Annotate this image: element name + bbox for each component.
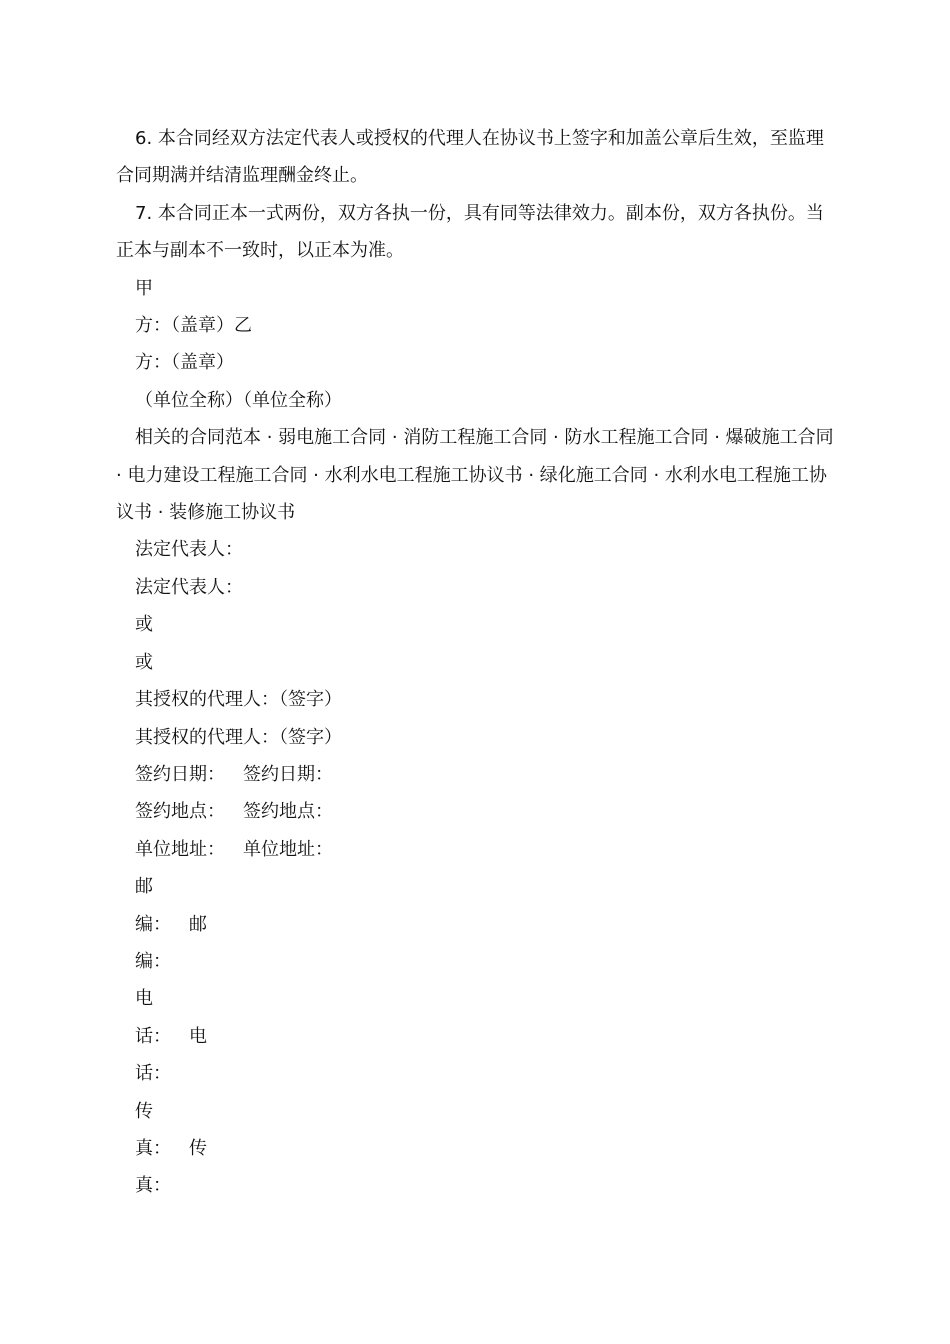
signing-date-a: 签约日期： — [135, 763, 225, 785]
signing-date-row — [116, 756, 840, 793]
party-b-label: 方：（盖章） — [135, 352, 234, 374]
postcode-line-2 — [116, 906, 840, 943]
postcode-a: 编： — [135, 913, 171, 935]
clause-7: 7. 本合同正本一式两份，双方各执一份，具有同等法律效力。副本份，双方各执份。当正本与副本不一致时，以正本为准。 — [116, 202, 824, 262]
party-a-label-line-2: 方：（盖章）乙 — [135, 315, 252, 337]
phone-line-1: 电 — [135, 988, 153, 1010]
fax-line-1: 传 — [135, 1100, 153, 1122]
unit-address-b: 单位地址： — [243, 838, 333, 860]
document-body — [116, 120, 840, 1205]
unit-address-row — [116, 831, 840, 868]
fax-b-start: 传 — [189, 1137, 207, 1159]
legal-rep-a: 法定代表人： — [135, 539, 243, 561]
unit-address-a: 单位地址： — [135, 838, 225, 860]
phone-a: 话： — [135, 1025, 171, 1047]
signing-date-b: 签约日期： — [243, 763, 333, 785]
related-contracts: 相关的合同范本 · 弱电施工合同 · 消防工程施工合同 · 防水工程施工合同 · 爆破施工合同 · 电力建设工程施工合同 · 水利水电工程施工协议书 · 绿化施工合同 · 水利水电工程施工协议书 · 装修施工协议书 — [116, 427, 834, 524]
fax-a: 真： — [135, 1137, 171, 1159]
signing-place-row — [116, 793, 840, 830]
phone-line-3: 话： — [135, 1063, 171, 1085]
signing-place-a: 签约地点： — [135, 801, 225, 823]
party-a-label-line-1: 甲 — [135, 277, 153, 299]
phone-b-start: 电 — [189, 1025, 207, 1047]
fax-line-2 — [116, 1130, 840, 1167]
clause-6: 6. 本合同经双方法定代表人或授权的代理人在协议书上签字和加盖公章后生效，至监理合同期满并结清监理酬金终止。 — [116, 128, 824, 187]
phone-line-2 — [116, 1018, 840, 1055]
postcode-line-3: 编： — [135, 950, 171, 972]
postcode-b-start: 邮 — [189, 913, 207, 935]
signing-place-b: 签约地点： — [243, 801, 333, 823]
authorized-agent-a: 其授权的代理人：（签字） — [135, 689, 342, 711]
or-b: 或 — [135, 651, 153, 673]
postcode-line-1: 邮 — [135, 876, 153, 898]
unit-full-names: （单位全称）（单位全称） — [135, 389, 342, 411]
fax-line-3: 真： — [135, 1175, 171, 1197]
or-a: 或 — [135, 614, 153, 636]
authorized-agent-b: 其授权的代理人：（签字） — [135, 726, 342, 748]
legal-rep-b: 法定代表人： — [135, 576, 243, 598]
